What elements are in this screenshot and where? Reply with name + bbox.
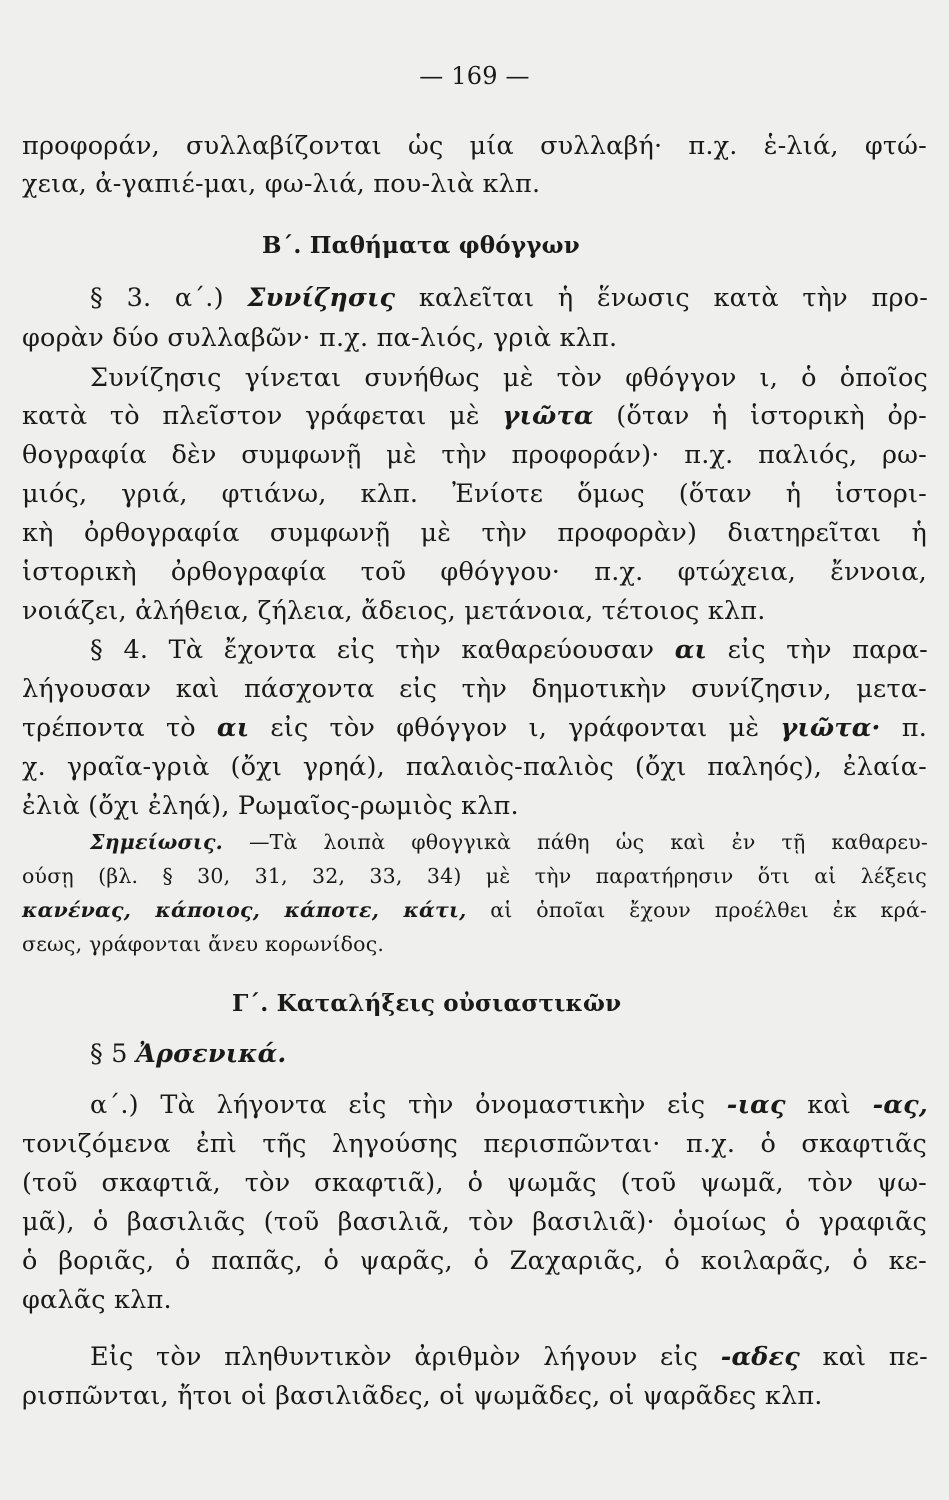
note-label: Σημείωσις. xyxy=(90,830,223,854)
text-span: § 5 xyxy=(90,1039,136,1069)
text-line: προφοράν, συλλαβίζονται ὡς μία συλλαβή· π.χ. ἑ-λιά, φτώ- xyxy=(22,131,927,161)
text-span: —Τὰ λοιπὰ φθογγικὰ πάθη ὡς καὶ ἐν τῇ καθαρευ- xyxy=(222,830,928,854)
text-span: α΄.) Τὰ λήγοντα εἰς τὴν ὀνομαστικὴν εἰς xyxy=(90,1090,727,1120)
text-span: Εἰς τὸν πληθυντικὸν ἀριθμὸν λήγουν εἰς xyxy=(90,1342,721,1372)
text-line: φορὰν δύο συλλαβῶν· π.χ. πα-λιός, γριὰ κλπ. xyxy=(22,323,618,353)
text-line xyxy=(22,710,927,746)
text-line: χ. γραῖα-γριὰ (ὄχι γρηά), παλαιὸς-παλιὸς (ὄχι παληός), ἐλαία- xyxy=(22,752,927,782)
text-line: Συνίζησις γίνεται συνήθως μὲ τὸν φθόγγον ι, ὁ ὁποῖος xyxy=(90,363,928,393)
text-line: μιός, γριά, φτιάνω, κλπ. Ἐνίοτε ὅμως (ὅταν ἡ ἱστορι- xyxy=(22,479,927,509)
emphasis-term: -ιας xyxy=(726,1090,786,1120)
note-line: ούσῃ (βλ. § 30, 31, 32, 33, 34) μὲ τὴν παρατήρησιν ὅτι αἱ λέξεις xyxy=(22,864,927,888)
text-line: τονιζόμενα ἐπὶ τῆς ληγούσης περισπῶνται· π.χ. ὁ σκαφτιᾶς xyxy=(22,1129,927,1159)
emphasis-term: Ἀρσενικά. xyxy=(136,1039,287,1069)
text-line: νοιάζει, ἀλήθεια, ζήλεια, ἄδειος, μετάνοια, τέτοιος κλπ. xyxy=(22,596,766,626)
section-heading: Β΄. Παθήματα φθόγγων xyxy=(262,232,580,259)
text-line: χεια, ἀ-γαπιέ-μαι, φω-λιά, που-λιὰ κλπ. xyxy=(22,169,541,199)
text-line: φαλᾶς κλπ. xyxy=(22,1285,172,1315)
emphasis-term: γιῶτα· xyxy=(780,713,881,743)
emphasis-term: γιῶτα xyxy=(502,401,594,431)
text-line: ρισπῶνται, ἤτοι οἱ βασιλιᾶδες, οἱ ψωμᾶδες, οἱ ψαρᾶδες κλπ. xyxy=(22,1381,823,1411)
text-line: ὁ βοριᾶς, ὁ παπᾶς, ὁ ψαρᾶς, ὁ Ζαχαριᾶς, ὁ κοιλαρᾶς, ὁ κε- xyxy=(22,1246,927,1276)
emphasis-term: αι xyxy=(674,635,708,665)
text-line: θογραφία δὲν συμφωνῇ μὲ τὴν προφοράν)· π.χ. παλιός, ρω- xyxy=(22,440,927,470)
note-line xyxy=(90,827,928,857)
text-span: καὶ xyxy=(785,1090,873,1120)
text-span: αἱ ὁποῖαι ἔχουν προέλθει ἐκ κρά- xyxy=(466,898,927,922)
page-number: — 169 — xyxy=(419,62,530,90)
text-span: π. xyxy=(880,713,927,743)
text-span: § 4. Τὰ ἔχοντα εἰς τὴν καθαρεύουσαν xyxy=(90,635,675,665)
text-span: § 3. α΄.) xyxy=(90,283,248,313)
text-line xyxy=(90,632,928,668)
section-heading: Γ΄. Καταλήξεις οὐσιαστικῶν xyxy=(232,990,622,1017)
text-line: ἐλιὰ (ὄχι ἐληά), Ρωμαῖος-ρωμιὸς κλπ. xyxy=(22,791,519,821)
text-line xyxy=(90,280,928,316)
text-line: λήγουσαν καὶ πάσχοντα εἰς τὴν δημοτικὴν συνίζησιν, μετα- xyxy=(22,674,927,704)
text-line: (τοῦ σκαφτιᾶ, τὸν σκαφτιᾶ), ὁ ψωμᾶς (τοῦ ψωμᾶ, τὸν ψω- xyxy=(22,1168,927,1198)
text-span: κατὰ τὸ πλεῖστον γράφεται μὲ xyxy=(22,401,503,431)
text-span: τρέποντα τὸ xyxy=(22,713,217,743)
emphasis-term: Συνίζησις xyxy=(247,283,396,313)
emphasis-term: αι xyxy=(216,713,250,743)
text-line: μᾶ), ὁ βασιλιᾶς (τοῦ βασιλιᾶ, τὸν βασιλιᾶ)· ὁμοίως ὁ γραφιᾶς xyxy=(22,1207,927,1237)
emphasis-term: -αδες xyxy=(720,1342,800,1372)
text-line xyxy=(22,398,927,434)
text-span: εἰς τὴν παρα- xyxy=(707,635,928,665)
note-line xyxy=(22,895,927,925)
note-line: σεως, γράφονται ἄνευ κορωνίδος. xyxy=(22,932,385,956)
text-span: καλεῖται ἡ ἕνωσις κατὰ τὴν προ- xyxy=(395,283,929,313)
text-span: εἰς τὸν φθόγγον ι, γράφονται μὲ xyxy=(249,713,781,743)
text-line xyxy=(90,1087,928,1123)
text-line xyxy=(90,1339,928,1375)
subsection-heading xyxy=(90,1036,287,1072)
text-line: ἱστορικὴ ὀρθογραφία τοῦ φθόγγου· π.χ. φτώχεια, ἔννοια, xyxy=(22,557,927,587)
emphasis-term: -ας, xyxy=(872,1090,928,1120)
text-line: κὴ ὀρθογραφία συμφωνῇ μὲ τὴν προφορὰν) διατηρεῖται ἡ xyxy=(22,518,927,548)
text-span: (ὅταν ἡ ἱστορικὴ ὀρ- xyxy=(593,401,928,431)
text-span: καὶ πε- xyxy=(799,1342,928,1372)
emphasis-term: κανένας, κάποιος, κάποτε, κάτι, xyxy=(22,898,467,922)
